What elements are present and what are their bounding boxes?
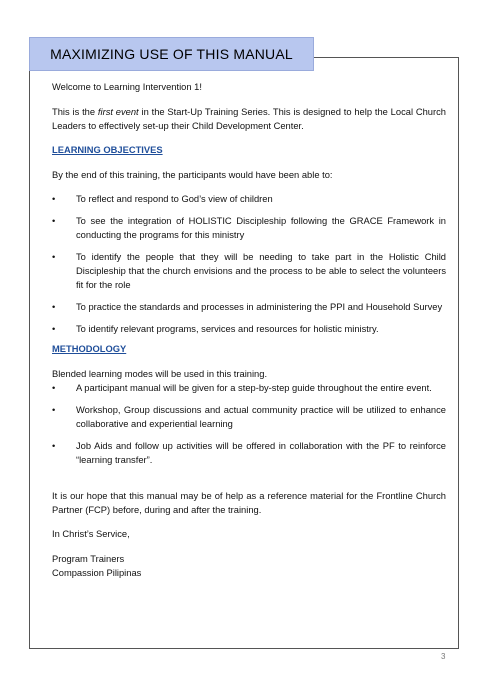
methodology-list — [52, 381, 446, 467]
list-item — [52, 192, 446, 206]
list-item — [52, 250, 446, 292]
intro-emphasis: first event — [97, 106, 139, 117]
objective-text: To identify the people that they will be needing to take part in the Holistic Child Discipleship that the church envisions and the process to be able to select the volunteers fit for the role — [76, 252, 446, 290]
welcome-line: Welcome to Learning Intervention 1! — [52, 82, 202, 92]
objectives-heading: LEARNING OBJECTIVES — [52, 145, 163, 155]
intro-paragraph — [52, 105, 446, 133]
method-text: Workshop, Group discussions and actual community practice will be utilized to enhance collaborative and experiential learning — [76, 404, 446, 429]
bullet-icon: • — [52, 440, 56, 451]
bullet-icon: • — [52, 216, 56, 226]
objectives-list — [52, 192, 446, 336]
bullet-icon: • — [52, 194, 56, 204]
method-text: A participant manual will be given for a step-by-step guide throughout the entire event. — [76, 382, 432, 393]
methodology-lead: Blended learning modes will be used in this training. — [52, 368, 268, 379]
signoff-line: In Christ’s Service, — [52, 529, 130, 539]
bullet-icon: • — [52, 382, 56, 393]
page-title: MAXIMIZING USE OF THIS MANUAL — [29, 37, 314, 71]
signature-line-2: Compassion Pilipinas — [52, 567, 142, 578]
methodology-heading: METHODOLOGY — [52, 344, 127, 354]
objective-text: To reflect and respond to God’s view of children — [76, 194, 273, 204]
objectives-lead: By the end of this training, the participants would have been able to: — [52, 169, 333, 180]
objective-text: To see the integration of HOLISTIC Discipleship following the GRACE Framework in conducting the programs for this ministry — [76, 216, 446, 240]
page-number: 3 — [441, 652, 446, 661]
bullet-icon: • — [52, 302, 56, 312]
bullet-icon: • — [52, 324, 56, 334]
bullet-icon: • — [52, 404, 56, 415]
objective-text: To practice the standards and processes in administering the PPI and Household Survey — [76, 302, 443, 312]
intro-before: This is the — [52, 106, 98, 117]
intro-after: in the Start-Up Training Series. This is designed to help the Local Church Leaders to effectively set-up their Child Development Center. — [52, 106, 446, 131]
list-item — [52, 214, 446, 242]
list-item — [52, 381, 446, 395]
bullet-icon: • — [52, 252, 56, 262]
signature-line-1: Program Trainers — [52, 553, 125, 564]
list-item — [52, 403, 446, 431]
objective-text: To identify relevant programs, services and resources for holistic ministry. — [76, 324, 379, 334]
closing-paragraph: It is our hope that this manual may be of help as a reference material for the Frontline Church Partner (FCP) before, during and after the training. — [52, 490, 446, 515]
list-item — [52, 300, 446, 314]
method-text: Job Aids and follow up activities will be offered in collaboration with the PF to reinforce “learning transfer”. — [76, 440, 446, 465]
list-item — [52, 439, 446, 467]
document-body — [52, 80, 446, 580]
list-item — [52, 322, 446, 336]
